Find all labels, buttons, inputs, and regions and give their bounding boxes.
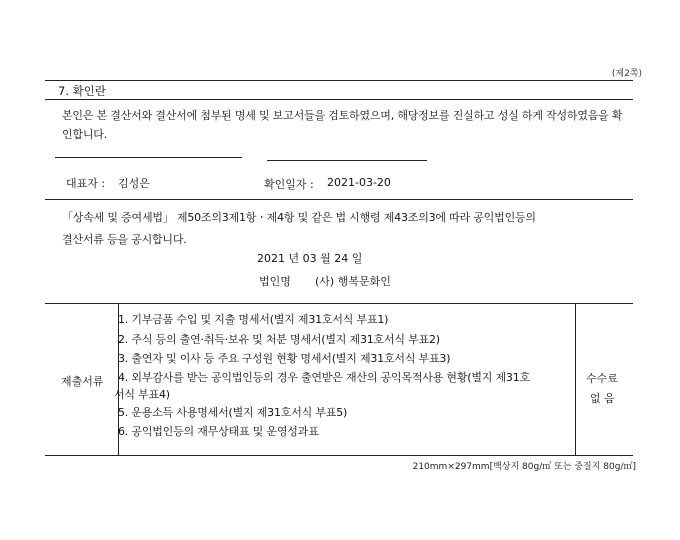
documents-header: 제출서류 — [61, 375, 104, 388]
representative-label: 대표자 : — [66, 177, 106, 190]
fee-value: 없 음 — [590, 392, 615, 405]
document-item-3: 3. 출연자 및 이사 등 주요 구성원 현황 명세서(별지 제31호서식 부표3) — [118, 352, 451, 365]
signature-line-right — [267, 160, 427, 161]
notice-date: 2021 년 03 월 24 일 — [257, 252, 363, 265]
notice-line-1: 「상속세 및 증여세법」 제50조의3제1항ㆍ제4항 및 같은 법 시행령 제43조의3에 따라 공익법인등의 — [62, 211, 536, 224]
section-title: 7. 확인란 — [58, 84, 106, 98]
notice-line-2: 결산서류 등을 공시합니다. — [62, 233, 187, 246]
document-item-1: 1. 기부금품 수입 및 지출 명세서(별지 제31호서식 부표1) — [118, 313, 389, 326]
corporation-label: 법인명 — [259, 275, 291, 288]
table-col-divider-right — [575, 304, 576, 455]
fee-label: 수수료 — [586, 372, 618, 385]
confirm-date-value: 2021-03-20 — [327, 176, 391, 189]
confirm-text-line-1: 본인은 본 결산서와 결산서에 첨부된 명세 및 보고서들을 검토하였으며, 해당정보를 진실하고 성실 하게 작성하였음을 확 — [62, 109, 623, 122]
document-item-4: 4. 외부감사를 받는 공익법인등의 경우 출연받은 재산의 공익목적사용 현황(별지 제31호 — [118, 371, 530, 384]
signature-line-left — [55, 157, 242, 158]
confirm-date-label: 확인일자 : — [264, 178, 314, 191]
document-item-4-cont: 서식 부표4) — [114, 388, 170, 401]
representative-name: 김성은 — [118, 177, 150, 190]
document-item-6: 6. 공익법인등의 재무상태표 및 운영성과표 — [118, 425, 319, 438]
corporation-name: (사) 행복문화인 — [315, 275, 391, 288]
section-rule — [45, 99, 633, 100]
divider-rule — [45, 199, 633, 200]
document-item-5: 5. 운용소득 사용명세서(별지 제31호서식 부표5) — [118, 406, 348, 419]
document-item-2: 2. 주식 등의 출연·취득·보유 및 처분 명세서(별지 제31호서식 부표2) — [118, 333, 440, 346]
top-rule — [45, 80, 633, 81]
page-number: (제2쪽) — [611, 69, 642, 79]
confirm-text-line-2: 인합니다. — [62, 128, 108, 141]
paper-spec: 210mm×297mm[백상지 80g/㎡ 또는 중질지 80g/㎡] — [412, 462, 636, 472]
